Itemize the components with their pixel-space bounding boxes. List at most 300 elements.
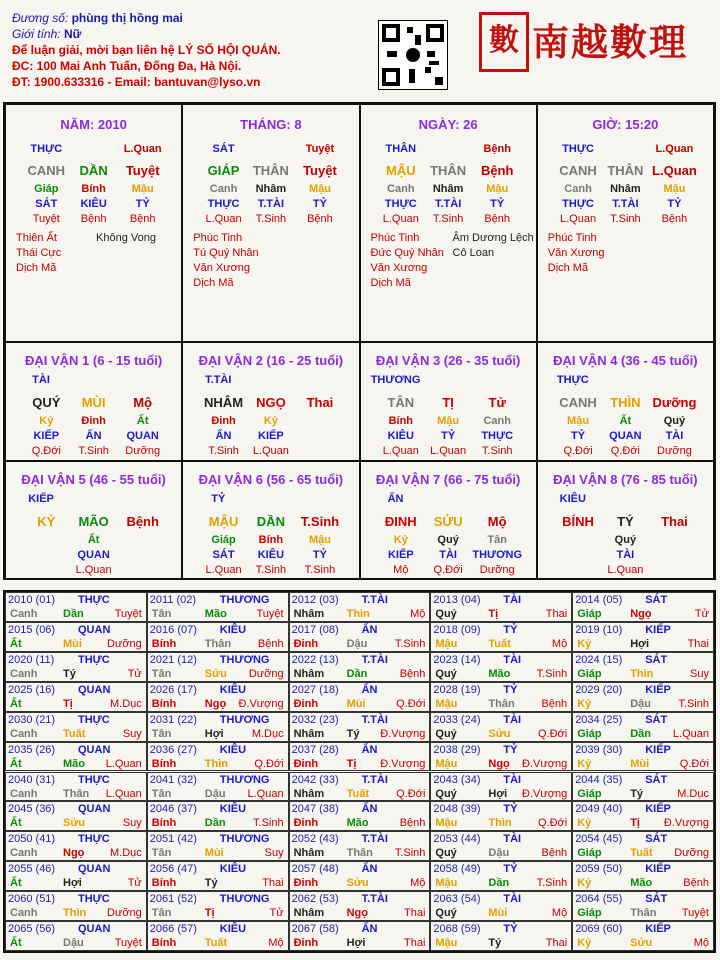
year-label: 2056 (47) — [149, 863, 197, 876]
dai-van-cell: Dưỡng — [479, 564, 515, 576]
pillar-cell: L.Quan — [205, 213, 242, 225]
year-star: TÀI — [503, 833, 522, 846]
year-label: 2038 (29) — [433, 743, 481, 756]
year-branch: Tuất — [63, 727, 86, 740]
year-branch: Dậu — [63, 937, 84, 950]
year-label: 2042 (33) — [291, 773, 339, 786]
year-branch: Hợi — [346, 937, 366, 950]
year-star: TỶ — [503, 923, 518, 936]
pillar-cell: Canh — [564, 183, 592, 195]
year-cell[interactable] — [430, 831, 572, 861]
year-star: KIẾP — [645, 863, 671, 876]
year-cell[interactable] — [572, 891, 714, 921]
dai-van-cell: Ất — [619, 415, 632, 427]
dai-van-cell: MÃO — [78, 514, 109, 529]
dai-van-cell: TỶ — [441, 430, 456, 442]
year-label: 2046 (37) — [149, 803, 197, 816]
year-cell[interactable] — [5, 831, 147, 861]
year-cell[interactable] — [147, 831, 289, 861]
year-stem: Nhâm — [293, 847, 325, 860]
dai-van-6 — [182, 461, 359, 580]
year-star: TỶ — [503, 803, 518, 816]
year-cell[interactable] — [5, 652, 147, 682]
pillar-cell: TỶ — [667, 198, 682, 210]
year-stage: Tuyệt — [114, 608, 142, 620]
year-stage: Đ.Vượng — [663, 817, 709, 830]
year-stem: Kỷ — [577, 637, 592, 650]
year-stem: Bính — [151, 877, 177, 890]
year-stage: Thai — [687, 637, 709, 650]
year-stem: Kỷ — [577, 817, 592, 830]
year-branch: Dậu — [630, 697, 651, 710]
year-cell[interactable] — [147, 742, 289, 772]
dai-van-cell: L.Quan — [252, 445, 289, 457]
year-branch: Tị — [630, 817, 640, 830]
dai-van-cell: TÀI — [616, 549, 635, 561]
year-star: QUAN — [78, 803, 111, 816]
year-cell[interactable] — [289, 801, 431, 831]
year-stem: Mậu — [435, 937, 458, 950]
year-cell[interactable] — [5, 801, 147, 831]
year-stage: Suy — [690, 667, 709, 680]
year-star: SÁT — [645, 773, 668, 786]
year-cell[interactable] — [572, 772, 714, 802]
year-label: 2029 (20) — [575, 683, 623, 696]
year-cell[interactable] — [430, 712, 572, 742]
year-label: 2050 (41) — [8, 833, 56, 846]
year-stage: Bệnh — [683, 877, 709, 890]
dai-van-cell: KIẾP — [387, 549, 414, 561]
year-star: T.TÀI — [361, 893, 388, 906]
year-star: QUAN — [78, 863, 111, 876]
dai-van-star: TÀI — [32, 374, 50, 386]
dai-van-cell: L.Quan — [75, 564, 112, 576]
year-star: QUAN — [78, 623, 111, 636]
year-stage: Tử — [694, 608, 709, 620]
year-label: 2048 (39) — [433, 803, 481, 816]
pillar-cell: KIÊU — [80, 198, 107, 210]
year-cell[interactable] — [289, 712, 431, 742]
qr-code[interactable] — [378, 20, 448, 90]
dai-van-cell: Mậu — [437, 415, 460, 427]
year-cell[interactable] — [572, 861, 714, 891]
year-stem: Bính — [151, 757, 177, 770]
year-star: THƯƠNG — [219, 713, 270, 726]
year-stage: Dưỡng — [674, 847, 709, 860]
dai-van-cell: TÂN — [387, 395, 415, 410]
value-gender: Nữ — [63, 27, 82, 41]
pillar-title: NĂM: 2010 — [60, 117, 127, 132]
year-stem: Ất — [10, 937, 22, 950]
pillar-cell: Bệnh — [480, 163, 514, 178]
year-stage: Tuyệt — [114, 937, 142, 950]
year-stem: Tân — [151, 907, 172, 920]
year-cell[interactable] — [5, 921, 147, 951]
year-label: 2052 (43) — [291, 833, 339, 846]
year-label: 2018 (09) — [433, 623, 481, 636]
year-stage: T.Sinh — [536, 877, 568, 890]
year-star: THỰC — [78, 653, 110, 666]
year-star: THỰC — [78, 893, 110, 906]
year-branch: Thìn — [346, 608, 370, 620]
year-branch: Tý — [204, 877, 218, 890]
year-branch: Tị — [488, 608, 499, 620]
year-stem: Quý — [435, 727, 457, 740]
contact-line: Để luận giải, mời bạn liên hệ LÝ SỐ HỘI QUÁN. — [12, 43, 281, 57]
year-cell[interactable] — [289, 831, 431, 861]
year-cell[interactable] — [430, 801, 572, 831]
dai-van-cell: TÀI — [439, 549, 457, 561]
year-cell[interactable] — [430, 861, 572, 891]
dai-van-cell: Ất — [136, 415, 149, 427]
year-stem: Giáp — [577, 667, 602, 680]
pillar-cell: TỶ — [312, 198, 327, 210]
dai-van-title: ĐẠI VẬN 5 (46 - 55 tuổi) — [21, 472, 166, 487]
year-stem: Kỷ — [577, 937, 592, 950]
dai-van-cell: KỶ — [37, 514, 56, 529]
year-stem: Tân — [151, 667, 172, 680]
year-stem: Quý — [435, 608, 457, 620]
year-cell[interactable] — [289, 682, 431, 712]
dai-van-cell: Bệnh — [126, 514, 159, 529]
pillar-cell: Bệnh — [307, 213, 333, 225]
year-branch: Sửu — [488, 727, 511, 740]
year-branch: Thìn — [488, 817, 512, 830]
year-star: ẤN — [361, 623, 378, 636]
year-branch: Ngọ — [488, 757, 510, 770]
year-label: 2016 (07) — [149, 623, 197, 636]
dai-van-cell: T.Sinh — [481, 445, 513, 457]
year-branch: Dậu — [204, 787, 226, 800]
year-branch: Mùi — [204, 847, 224, 860]
pillar-cell: Canh — [209, 183, 238, 195]
year-cell[interactable] — [430, 921, 572, 951]
year-branch: Mùi — [346, 697, 366, 710]
year-cell[interactable] — [572, 921, 714, 951]
year-cell[interactable] — [5, 742, 147, 772]
year-cell[interactable] — [289, 891, 431, 921]
dai-van-cell: KIÊU — [257, 549, 285, 561]
year-branch: Thìn — [630, 667, 654, 680]
year-label: 2031 (22) — [149, 713, 197, 726]
dai-van-cell: QUAN — [609, 430, 642, 442]
year-stage: Dưỡng — [107, 637, 142, 650]
year-cell[interactable] — [5, 682, 147, 712]
year-label: 2041 (32) — [149, 773, 197, 786]
dai-van-cell: L.Quan — [382, 445, 419, 457]
pillar-cell: Nhâm — [432, 183, 464, 195]
pillar-cell: TỶ — [135, 198, 150, 210]
year-cell[interactable] — [572, 682, 714, 712]
year-cell[interactable] — [289, 742, 431, 772]
pillar-cell: Tuyệt — [125, 163, 160, 178]
year-stage: L.Quan — [247, 787, 284, 800]
year-branch: Tị — [204, 907, 215, 920]
year-cell[interactable] — [147, 592, 289, 622]
year-label: 2035 (26) — [8, 743, 56, 756]
year-cell[interactable] — [5, 712, 147, 742]
year-star: QUAN — [78, 743, 111, 756]
year-label: 2012 (03) — [291, 594, 339, 606]
pillar-cell: THỰC — [562, 198, 594, 210]
year-label: 2068 (59) — [433, 923, 481, 936]
year-cell[interactable] — [5, 592, 147, 622]
year-stem: Đinh — [293, 937, 319, 950]
year-stage: Bệnh — [399, 667, 426, 680]
year-cell[interactable] — [572, 801, 714, 831]
year-stem: Quý — [435, 787, 457, 800]
dai-van-2 — [182, 342, 359, 461]
year-cell[interactable] — [5, 622, 147, 652]
year-cell[interactable] — [289, 772, 431, 802]
year-label: 2061 (52) — [149, 893, 197, 906]
pillar-cell: Bệnh — [129, 213, 156, 225]
year-star: SÁT — [645, 713, 668, 726]
pillar-cell: Canh — [387, 183, 415, 195]
year-stage: T.Sinh — [394, 637, 426, 650]
dai-van-cell: KIÊU — [387, 430, 414, 442]
year-stem: Giáp — [577, 608, 602, 620]
year-cell[interactable] — [147, 801, 289, 831]
dai-van-cell: Đinh — [211, 415, 236, 427]
pillar-cell: Tuyệt — [32, 213, 60, 225]
year-cell[interactable] — [572, 712, 714, 742]
dai-van-cell: Ất — [87, 534, 100, 546]
pillar-title: GIỜ: 15:20 — [592, 117, 659, 132]
year-stem: Canh — [10, 608, 38, 620]
year-cell[interactable] — [430, 652, 572, 682]
year-stem: Đinh — [293, 757, 319, 770]
dai-van-cell: KIẾP — [258, 430, 284, 442]
year-star: T.TÀI — [361, 773, 388, 786]
year-cell[interactable] — [572, 831, 714, 861]
year-cell[interactable] — [572, 742, 714, 772]
year-star: KIÊU — [219, 923, 247, 936]
year-stem: Nhâm — [293, 667, 325, 680]
year-star: THƯƠNG — [219, 653, 270, 666]
year-star: KIÊU — [219, 743, 247, 756]
year-star: T.TÀI — [361, 653, 388, 666]
year-star: T.TÀI — [361, 594, 388, 606]
dai-van-cell: QUAN — [126, 430, 159, 442]
year-label: 2064 (55) — [575, 893, 623, 906]
year-stage: Q.Đới — [537, 727, 568, 740]
year-branch: Tý — [630, 787, 644, 800]
year-cell[interactable] — [289, 622, 431, 652]
pillar-extra: Phúc Tinh — [193, 232, 243, 244]
year-star: KIẾP — [645, 623, 671, 636]
year-stem: Kỷ — [577, 697, 592, 710]
year-star: THƯƠNG — [219, 594, 270, 606]
year-branch: Tuất — [346, 787, 369, 800]
year-stage: Tử — [127, 877, 142, 890]
dai-van-cell: Quý — [614, 534, 637, 546]
year-label: 2060 (51) — [8, 893, 56, 906]
pillar-cell: DẦN — [79, 163, 108, 178]
year-cell[interactable] — [572, 652, 714, 682]
year-stage: Bệnh — [541, 847, 568, 860]
pillar-cell: THÂN — [252, 163, 289, 178]
pillar-extra: Đức Quý Nhân — [370, 247, 444, 259]
year-cell[interactable] — [572, 622, 714, 652]
year-stem: Đinh — [293, 877, 319, 890]
year-cell[interactable] — [289, 652, 431, 682]
dai-van-star: KIÊU — [559, 493, 586, 505]
year-label: 2024 (15) — [575, 653, 623, 666]
phone-email-line[interactable]: ĐT: 1900.633316 - Email: bantuvan@lyso.vn — [12, 75, 261, 89]
year-stage: Q.Đới — [537, 817, 568, 830]
year-stem: Canh — [10, 787, 38, 800]
year-branch: Sửu — [63, 817, 86, 830]
year-cell[interactable] — [289, 921, 431, 951]
year-cell[interactable] — [147, 891, 289, 921]
dai-van-8 — [537, 461, 714, 580]
pillar-cell: THÂN — [385, 143, 417, 155]
pillar-cell: CANH — [559, 163, 597, 178]
pillar-cell: Nhâm — [610, 183, 641, 195]
dai-van-cell: Bính — [258, 534, 284, 546]
pillar-extra: Văn Xương — [193, 262, 251, 274]
year-star: THỰC — [78, 713, 110, 726]
year-cell[interactable] — [147, 921, 289, 951]
year-branch: Ngọ — [630, 608, 652, 620]
year-cell[interactable] — [430, 682, 572, 712]
year-cell[interactable] — [430, 891, 572, 921]
year-branch: Dần — [346, 667, 368, 680]
year-branch: Tý — [488, 937, 502, 950]
year-stem: Kỷ — [577, 877, 592, 890]
year-cell[interactable] — [430, 592, 572, 622]
dai-van-title: ĐẠI VẬN 2 (16 - 25 tuổi) — [198, 353, 344, 368]
year-cell[interactable] — [147, 861, 289, 891]
year-label: 2067 (58) — [291, 923, 339, 936]
year-stage: T.Sinh — [536, 667, 568, 680]
year-stage: Dưỡng — [107, 907, 142, 920]
year-stage: Mộ — [268, 937, 284, 950]
header-info — [12, 10, 281, 90]
label-gender: Giới tính: — [12, 27, 61, 41]
year-cell[interactable] — [5, 891, 147, 921]
year-cell[interactable] — [289, 861, 431, 891]
year-star: QUAN — [78, 923, 111, 936]
year-label: 2039 (30) — [575, 743, 623, 756]
year-cell[interactable] — [430, 742, 572, 772]
year-label: 2054 (45) — [575, 833, 623, 846]
year-label: 2033 (24) — [433, 713, 481, 726]
pillar-cell: Bính — [81, 183, 106, 195]
year-stem: Bính — [151, 637, 177, 650]
dai-van-cell: Kỷ — [39, 415, 54, 427]
dai-van-cell: Dưỡng — [652, 395, 697, 410]
pillar-cell: Bệnh — [661, 213, 688, 225]
year-stem: Bính — [151, 697, 177, 710]
dai-van-star: T.TÀI — [205, 374, 232, 386]
year-label: 2053 (44) — [433, 833, 481, 846]
year-stage: Mộ — [551, 907, 568, 920]
year-branch: Hợi — [630, 637, 650, 650]
year-cell[interactable] — [430, 622, 572, 652]
year-label: 2047 (38) — [291, 803, 339, 816]
dai-van-cell: Thai — [661, 514, 688, 529]
year-branch: Hợi — [63, 877, 82, 890]
year-star: THƯƠNG — [219, 773, 270, 786]
year-cell[interactable] — [147, 772, 289, 802]
dai-van-cell: T.Sinh — [78, 445, 109, 457]
year-cell[interactable] — [5, 861, 147, 891]
pillar-cell: MẬU — [385, 163, 416, 178]
dai-van-cell: TỊ — [442, 395, 454, 410]
year-star: ẤN — [361, 743, 378, 756]
pillar-cell: T.TÀI — [434, 198, 462, 210]
year-branch: Tuất — [630, 847, 653, 860]
year-label: 2055 (46) — [8, 863, 56, 876]
year-cell[interactable] — [5, 772, 147, 802]
year-star: KIẾP — [645, 923, 671, 936]
year-stem: Ất — [10, 697, 22, 710]
pillar-cell: THÂN — [607, 163, 644, 178]
year-cell[interactable] — [147, 712, 289, 742]
dai-van-cell: T.Sinh — [300, 514, 340, 529]
year-cell[interactable] — [430, 772, 572, 802]
year-branch: Mão — [63, 757, 85, 770]
year-cell[interactable] — [289, 592, 431, 622]
year-stem: Nhâm — [293, 907, 325, 920]
year-stage: Đ.Vượng — [522, 757, 568, 770]
year-stem: Mậu — [435, 697, 458, 710]
pillar-cell: THỰC — [30, 143, 63, 155]
dai-van-cell: TÝ — [617, 514, 634, 529]
dai-van-title: ĐẠI VẬN 1 (6 - 15 tuổi) — [25, 353, 163, 368]
year-label: 2011 (02) — [149, 594, 197, 606]
year-cell[interactable] — [147, 652, 289, 682]
year-stem: Giáp — [577, 727, 602, 740]
dai-van-cell: QUÝ — [32, 395, 61, 410]
year-branch: Tị — [346, 757, 357, 770]
year-label: 2023 (14) — [433, 653, 481, 666]
year-label: 2058 (49) — [433, 863, 481, 876]
seal-logo: 數 — [479, 12, 529, 72]
pillar-extra: Văn Xương — [370, 262, 428, 274]
year-stage: Bệnh — [399, 817, 426, 830]
dai-van-cell: Q.Đới — [433, 564, 463, 576]
year-label: 2037 (28) — [291, 743, 339, 756]
dai-van-cell: Thai — [306, 395, 334, 410]
year-cell[interactable] — [147, 622, 289, 652]
dai-van-cell: L.Quan — [430, 445, 467, 457]
year-branch: Thìn — [63, 907, 87, 920]
pillar-cell: TỶ — [490, 198, 505, 210]
year-stage: Đ.Vượng — [238, 697, 284, 710]
year-branch: Sửu — [204, 667, 227, 680]
year-star: TÀI — [503, 893, 522, 906]
pillar-cell: Mậu — [131, 183, 154, 195]
year-cell[interactable] — [147, 682, 289, 712]
year-cell[interactable] — [572, 592, 714, 622]
year-star: TỶ — [503, 683, 518, 696]
pillar-extra: Văn Xương — [547, 247, 605, 259]
dai-van-cell: THÌN — [610, 395, 641, 410]
year-label: 2062 (53) — [291, 893, 339, 906]
pillar-cell: L.Quan — [652, 163, 697, 178]
year-stage: T.Sinh — [253, 817, 284, 830]
year-stem: Ất — [10, 637, 22, 650]
year-star: THỰC — [78, 773, 110, 786]
year-label: 2014 (05) — [575, 594, 623, 606]
pillar-extra2: Không Vong — [96, 232, 156, 244]
year-star: KIÊU — [219, 863, 247, 876]
year-star: T.TÀI — [361, 713, 388, 726]
dai-van-cell: T.Sinh — [208, 445, 239, 457]
